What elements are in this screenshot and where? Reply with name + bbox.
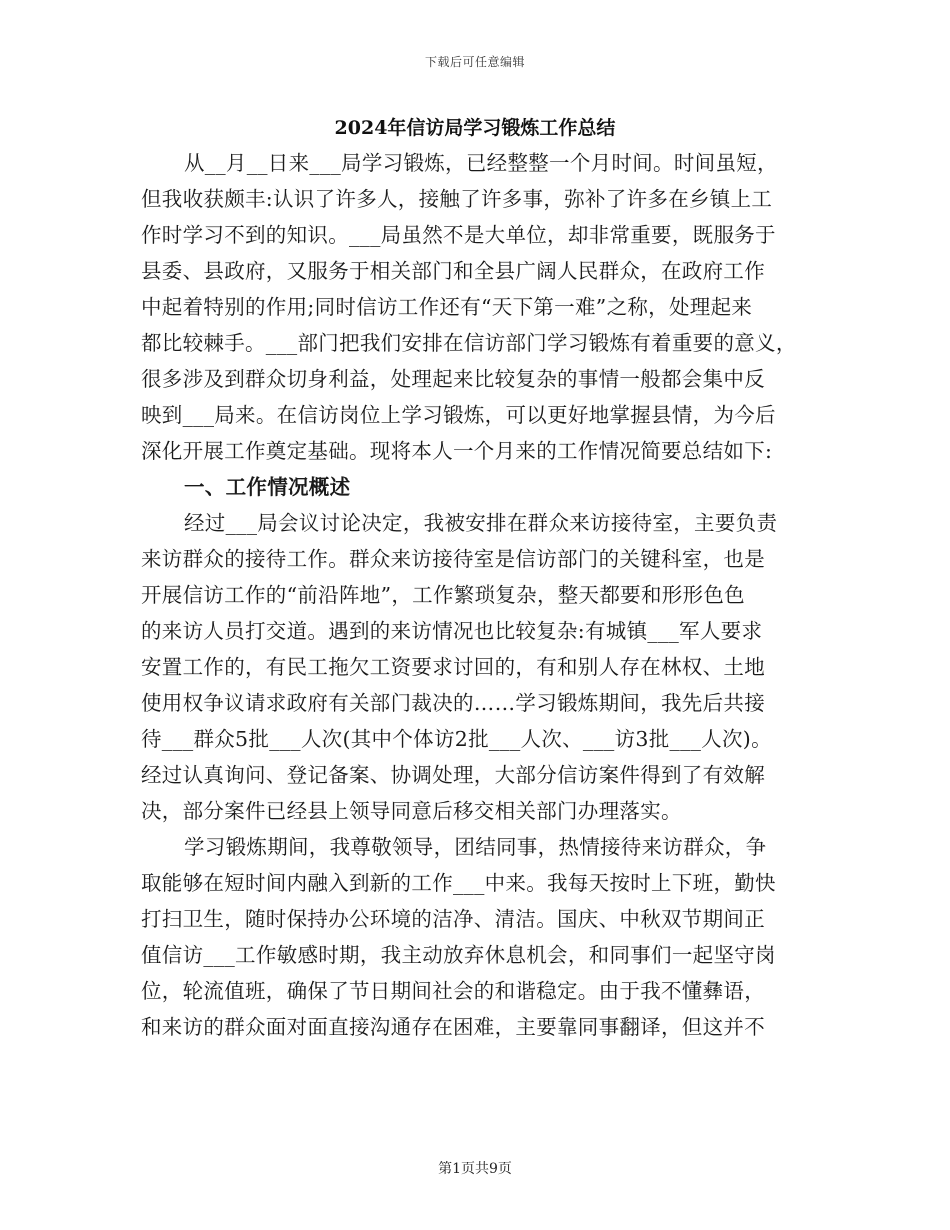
body-line: 经过认真询问、登记备案、协调处理，大部分信访案件得到了有效解 (141, 763, 765, 787)
body-line: 深化开展工作奠定基础。现将本人一个月来的工作情况简要总结如下: (141, 439, 773, 463)
body-line: 值信访___工作敏感时期，我主动放弃休息机会，和同事们一起坚守岗 (141, 943, 776, 967)
body-line: 县委、县政府，又服务于相关部门和全县广阔人民群众，在政府工作 (141, 259, 765, 283)
body-line: 中起着特别的作用;同时信访工作还有“天下第一难”之称，处理起来 (141, 295, 753, 319)
body-line: 决，部分案件已经县上领导同意后移交相关部门办理落实。 (141, 799, 682, 823)
page-footer: 第1页共9页 (438, 1161, 512, 1177)
section-heading: 一、工作情况概述 (184, 475, 351, 499)
document-body (141, 145, 813, 1045)
body-line: 映到___局来。在信访岗位上学习锻炼，可以更好地掌握县情，为今后 (141, 403, 776, 427)
body-line: 经过___局会议讨论决定，我被安排在群众来访接待室，主要负责 (184, 511, 778, 535)
body-line: 很多涉及到群众切身利益，处理起来比较复杂的事情一般都会集中反 (141, 367, 765, 391)
body-line: 使用权争议请求政府有关部门裁决的……学习锻炼期间，我先后共接 (141, 691, 765, 715)
body-line: 来访群众的接待工作。群众来访接待室是信访部门的关键科室，也是 (141, 547, 765, 571)
body-line: 位，轮流值班，确保了节日期间社会的和谐稳定。由于我不懂彝语， (141, 979, 765, 1003)
body-line: 安置工作的，有民工拖欠工资要求讨回的，有和别人存在林权、土地 (141, 655, 765, 679)
body-line: 的来访人员打交道。遇到的来访情况也比较复杂:有城镇___军人要求 (141, 619, 763, 643)
body-line: 学习锻炼期间，我尊敬领导，团结同事，热情接待来访群众，争 (184, 835, 767, 859)
body-line: 待___群众5批___人次(其中个体访2批___人次、___访3批___人次)。 (141, 727, 772, 751)
body-line: 和来访的群众面对面直接沟通存在困难，主要靠同事翻译，但这并不 (141, 1015, 765, 1039)
body-line: 都比较棘手。___部门把我们安排在信访部门学习锻炼有着重要的意义， (141, 331, 797, 355)
body-line: 开展信访工作的“前沿阵地”，工作繁琐复杂，整天都要和形形色色 (141, 583, 745, 607)
header-note: 下载后可任意编辑 (424, 55, 525, 69)
body-line: 打扫卫生，随时保持办公环境的洁净、清洁。国庆、中秋双节期间正 (141, 907, 765, 931)
body-line: 但我收获颇丰:认识了许多人，接触了许多事，弥补了许多在乡镇上工 (141, 187, 773, 211)
body-line: 取能够在短时间内融入到新的工作___中来。我每天按时上下班，勤快 (141, 871, 776, 895)
body-line: 作时学习不到的知识。___局虽然不是大单位，却非常重要，既服务于 (141, 223, 776, 247)
document-title: 2024年信访局学习锻炼工作总结 (334, 117, 616, 139)
body-line: 从__月__日来___局学习锻炼，已经整整一个月时间。时间虽短， (184, 151, 778, 175)
